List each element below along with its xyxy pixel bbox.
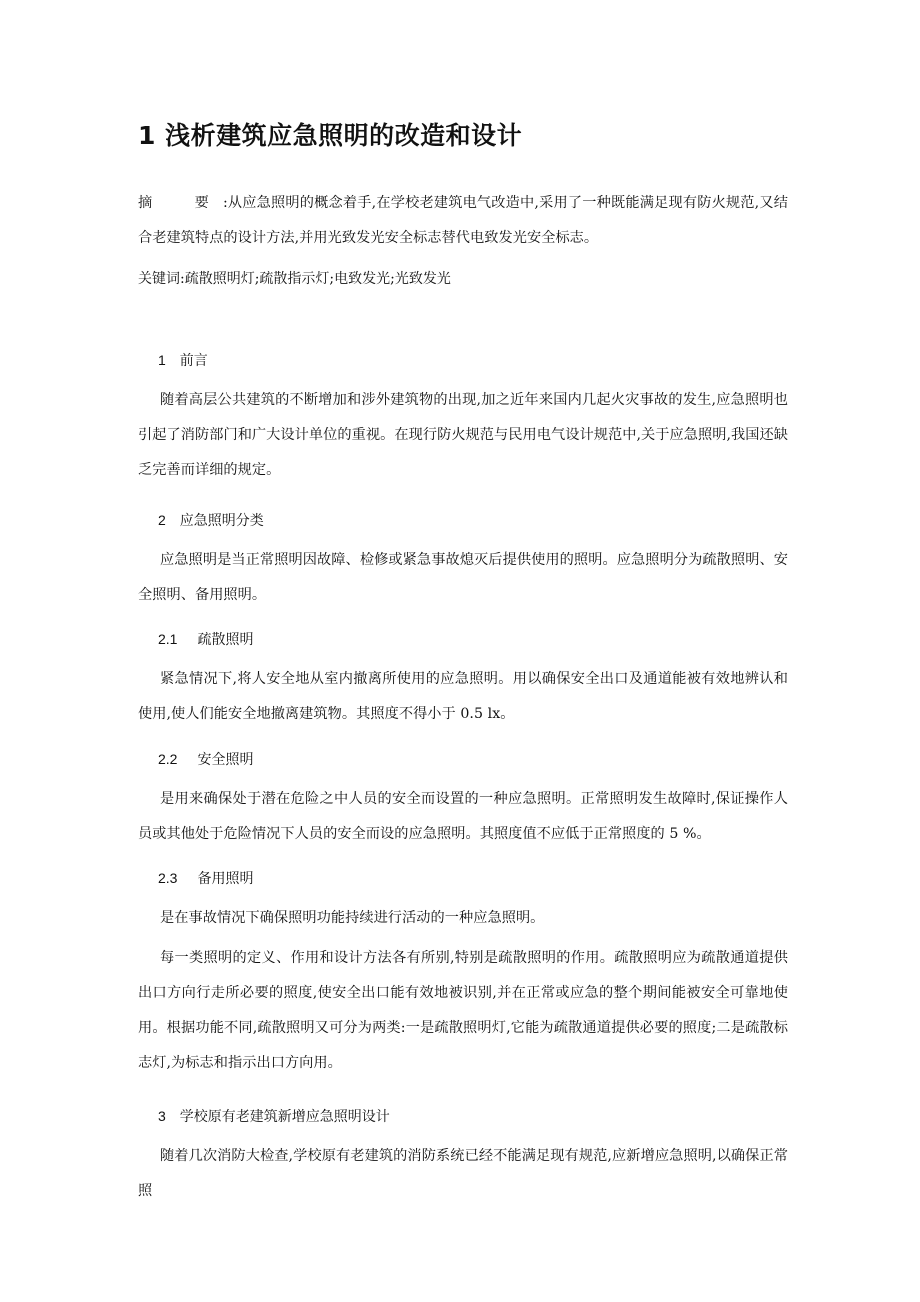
abstract bbox=[138, 186, 788, 256]
section-number: 2.1 bbox=[158, 631, 178, 647]
paragraph: 应急照明是当正常照明因故障、检修或紧急事故熄灭后提供使用的照明。应急照明分为疏散照明、安全照明、备用照明。 bbox=[138, 552, 788, 603]
section-title: 前言 bbox=[179, 353, 208, 369]
abstract-text: :从应急照明的概念着手,在学校老建筑电气改造中,采用了一种既能满足现有防火规范,又结合老建筑特点的设计方法,并用光致发光安全标志替代电致发光安全标志。 bbox=[138, 195, 788, 246]
section-number: 2.2 bbox=[158, 751, 178, 767]
section-heading bbox=[158, 348, 208, 373]
abstract-label: 摘 要 bbox=[138, 195, 223, 211]
document-title: 1 浅析建筑应急照明的改造和设计 bbox=[138, 121, 523, 150]
section-title: 疏散照明 bbox=[197, 632, 254, 648]
paragraph: 随着高层公共建筑的不断增加和涉外建筑物的出现,加之近年来国内几起火灾事故的发生,应急照明也引起了消防部门和广大设计单位的重视。在现行防火规范与民用电气设计规范中,关于应急照明,我国还缺乏完善而详细的规定。 bbox=[138, 392, 788, 478]
paragraph: 紧急情况下,将人安全地从室内撤离所使用的应急照明。用以确保安全出口及通道能被有效地辨认和使用,使人们能安全地撤离建筑物。其照度不得小于 0.5 lx。 bbox=[138, 671, 788, 722]
section-title: 应急照明分类 bbox=[179, 513, 264, 529]
section-number: 2 bbox=[158, 512, 166, 528]
section-number: 2.3 bbox=[158, 870, 178, 886]
section-number: 1 bbox=[158, 352, 166, 368]
section-number: 3 bbox=[158, 1108, 166, 1124]
section-title: 安全照明 bbox=[197, 752, 254, 768]
section-title: 学校原有老建筑新增应急照明设计 bbox=[179, 1109, 390, 1125]
paragraph: 是在事故情况下确保照明功能持续进行活动的一种应急照明。 bbox=[160, 910, 545, 926]
paragraph: 随着几次消防大检查,学校原有老建筑的消防系统已经不能满足现有规范,应新增应急照明,以确保正常照 bbox=[138, 1148, 788, 1199]
section-heading bbox=[158, 866, 253, 891]
section-heading bbox=[158, 508, 264, 533]
section-heading bbox=[158, 747, 253, 772]
paragraph: 是用来确保处于潜在危险之中人员的安全而设置的一种应急照明。正常照明发生故障时,保证操作人员或其他处于危险情况下人员的安全而设的应急照明。其照度值不应低于正常照度的 5 %。 bbox=[138, 791, 788, 842]
section-title: 备用照明 bbox=[197, 871, 254, 887]
section-heading bbox=[158, 1104, 390, 1129]
keywords: 关键词:疏散照明灯;疏散指示灯;电致发光;光致发光 bbox=[138, 271, 451, 287]
paragraph: 每一类照明的定义、作用和设计方法各有所别,特别是疏散照明的作用。疏散照明应为疏散通道提供出口方向行走所必要的照度,使安全出口能有效地被识别,并在正常或应急的整个期间能被安全可靠地使用。根据功能不同,疏散照明又可分为两类:一是疏散照明灯,它能为疏散通道提供必要的照度;二是疏散标志灯,为标志和指示出口方向用。 bbox=[138, 950, 788, 1071]
section-heading bbox=[158, 627, 253, 652]
